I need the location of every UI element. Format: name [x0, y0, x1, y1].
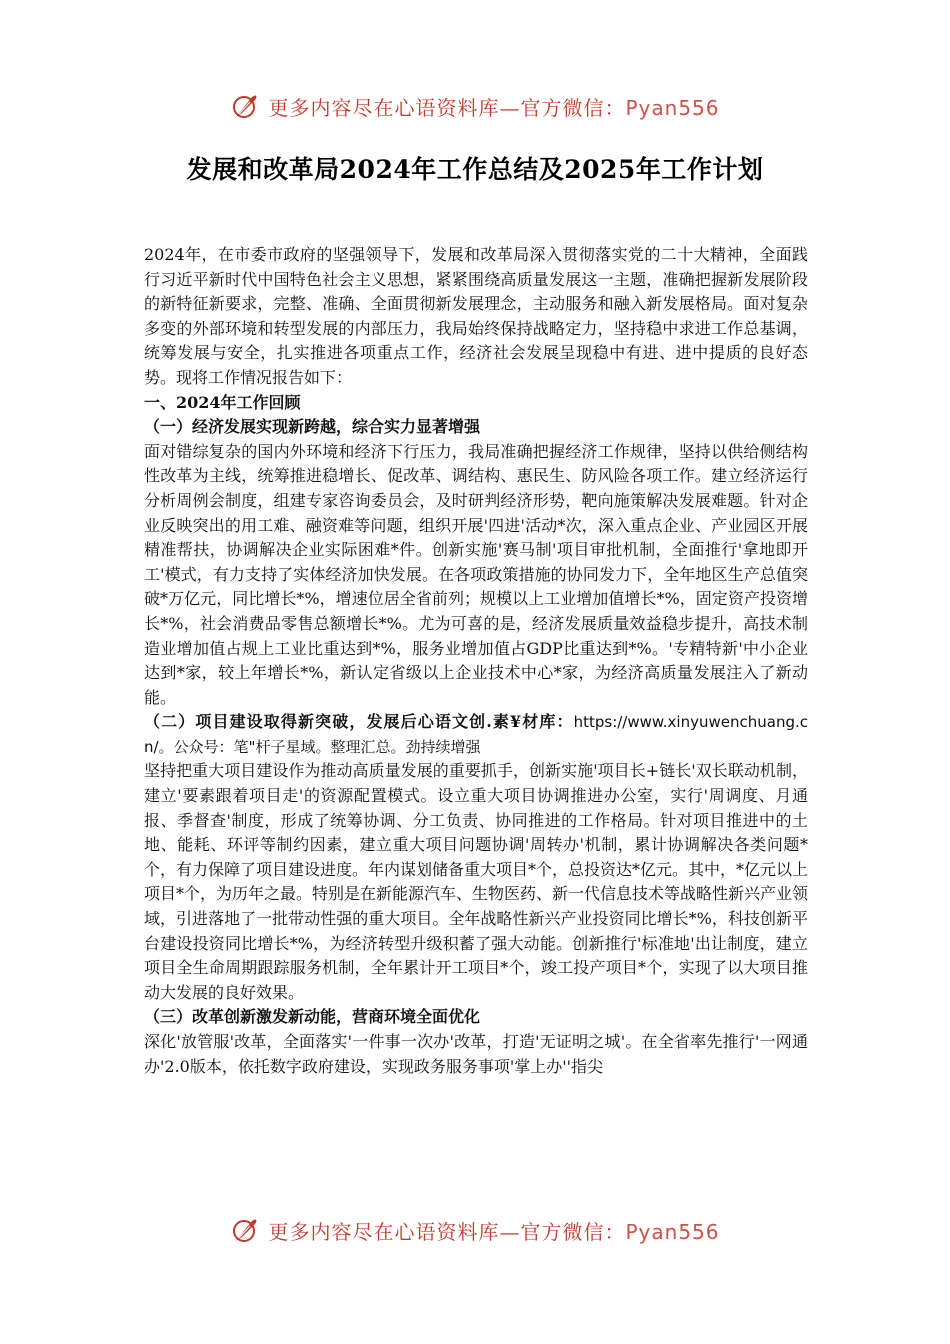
paragraph-projects: 坚持把重大项目建设作为推动高质量发展的重要抓手，创新实施'项目长+链长'双长联动机制，建立'要素跟着项目走'的资源配置模式。设立重大项目协调推进办公室，实行'周调度、月通报、季督查'制度，形成了统筹协调、分工负责、协同推进的工作格局。针对项目推进中的土地、能耗、环评等制约因素，建立重大项目问题协调'周转办'机制，累计协调解决各类问题*个，有力保障了项目建设进度。年内谋划储备重大项目*个，总投资达*亿元。其中，*亿元以上项目*个，为历年之最。特别是在新能源汽车、生物医药、新一代信息技术等战略性新兴产业领域，引进落地了一批带动性强的重大项目。全年战略性新兴产业投资同比增长*%，科技创新平台建设投资同比增长*%，为经济转型升级积蓄了强大动能。创新推行'标准地'出让制度，建立项目全生命周期跟踪服务机制，全年累计开工项目*个，竣工投产项目*个，实现了以大项目推动大发展的良好效果。 — [144, 761, 809, 1002]
intro-paragraph: 2024年，在市委市政府的坚强领导下，发展和改革局深入贯彻落实党的二十大精神，全面践行习近平新时代中国特色社会主义思想，紧紧围绕高质量发展这一主题，准确把握新发展阶段的新特征新要求，完整、准确、全面贯彻新发展理念，主动服务和融入新发展格局。面对复杂多变的外部环境和转型发展的内部压力，我局始终保持战略定力，坚持稳中求进工作总基调，统筹发展与安全，扎实推进各项重点工作，经济社会发展呈现稳中有进、进中提质的良好态势。现将工作情况报告如下： — [144, 245, 808, 387]
subsection-heading-projects — [144, 710, 808, 759]
subsection-heading-reform: （三）改革创新激发新动能，营商环境全面优化 — [144, 1007, 481, 1027]
subsection-heading-projects-text: （二）项目建设取得新突破，发展后心语文创.素¥材库： — [144, 712, 574, 732]
document-body — [144, 243, 808, 1079]
watermark-banner-bottom — [0, 1210, 950, 1250]
watermark-handle: Pyan556 — [625, 95, 720, 120]
subsection-heading-economy: （一）经济发展实现新跨越，综合实力显著增强 — [144, 417, 481, 437]
watermark-text: 更多内容尽在心语资料库—官方微信：Pyan556 — [268, 1219, 720, 1244]
paragraph-reform: 深化'放管服'改革，全面落实'一件事一次办'改革，打造'无证明之城'。在全省率先推行'一网通办'2.0版本，依托数字政府建设，实现政务服务事项'掌上办''指尖 — [144, 1032, 808, 1076]
feather-pen-circle-icon — [230, 1215, 260, 1245]
feather-pen-circle-icon — [230, 91, 260, 121]
paragraph-economy: 面对错综复杂的国内外环境和经济下行压力，我局准确把握经济工作规律，坚持以供给侧结构性改革为主线，统筹推进稳增长、促改革、调结构、惠民生、防风险各项工作。建立经济运行分析周例会制度，组建专家咨询委员会，及时研判经济形势，靶向施策解决发展难题。针对企业反映突出的用工难、融资难等问题，组织开展'四进'活动*次，深入重点企业、产业园区开展精准帮扶，协调解决企业实际困难*件。创新实施'赛马制'项目审批机制，全面推行'拿地即开工'模式，有力支持了实体经济加快发展。在各项政策措施的协同发力下，全年地区生产总值突破*万亿元，同比增长*%，增速位居全省前列；规模以上工业增加值增长*%，固定资产投资增长*%，社会消费品零售总额增长*%。尤为可喜的是，经济发展质量效益稳步提升，高技术制造业增加值占规上工业比重达到*%，服务业增加值占GDP比重达到*%。'专精特新'中小企业达到*家，较上年增长*%，新认定省级以上企业技术中心*家，为经济高质量发展注入了新动能。 — [144, 441, 808, 707]
section-heading-review: 一、2024年工作回顾 — [144, 392, 301, 412]
document-title: 发展和改革局2024年工作总结及2025年工作计划 — [186, 155, 764, 184]
watermark-text: 更多内容尽在心语资料库—官方微信：Pyan556 — [268, 95, 720, 120]
source-notice-text: https://www.xinyuwenchuang.cn/。公众号：笔"杆子星域。整理汇总。劲持续增强 — [144, 713, 808, 756]
watermark-banner-top — [0, 86, 950, 126]
watermark-handle: Pyan556 — [625, 1219, 720, 1244]
